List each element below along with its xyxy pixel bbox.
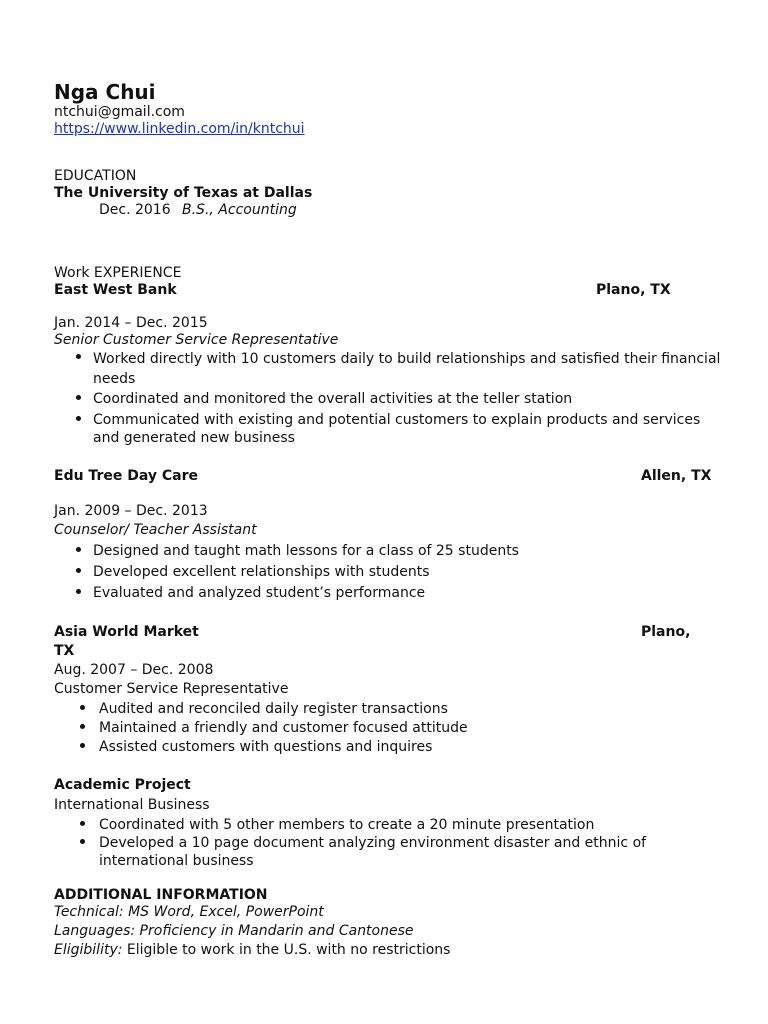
job-dates: Aug. 2007 – Dec. 2008 [54,662,214,678]
job-title: Customer Service Representative [54,681,289,697]
job-bullet: Developed excellent relationships with students [93,564,430,580]
work-heading: Work EXPERIENCE [54,265,182,281]
job-location-continued: TX [54,643,75,659]
job-bullet: Communicated with existing and potential customers to explain products and services and generated new business [93,412,701,446]
resume-name: Nga Chui [54,80,156,104]
bullet-dot [80,743,85,748]
job-bullet: Maintained a friendly and customer focused attitude [99,720,468,736]
job-company: Edu Tree Day Care [54,468,198,484]
bullet-dot [76,354,81,359]
job-location: Plano, [641,624,691,640]
project-bullet: Coordinated with 5 other members to create a 20 minute presentation [99,817,595,833]
bullet-dot [76,589,81,594]
education-date: Dec. 2016 [99,202,171,218]
job-bullet: Evaluated and analyzed student’s performance [93,585,426,601]
education-degree: B.S., Accounting [182,202,297,218]
linkedin-link[interactable]: https://www.linkedin.com/in/kntchui [54,121,305,137]
job-bullet: Worked directly with 10 customers daily to build relationships and satisfied their financial needs [93,351,721,387]
job-location: Plano, TX [596,282,671,298]
project-bullet: Developed a 10 page document analyzing environment disaster and ethnic of international business [99,835,647,869]
job-title: Counselor/ Teacher Assistant [54,522,257,538]
job-location: Allen, TX [641,468,712,484]
eligibility-value: Eligible to work in the U.S. with no restrictions [126,942,451,958]
job-dates: Jan. 2014 – Dec. 2015 [54,315,208,331]
bullet-dot [80,724,85,729]
job-bullet: Designed and taught math lessons for a class of 25 students [93,543,519,559]
job-dates: Jan. 2009 – Dec. 2013 [54,503,208,519]
job-bullet: Coordinated and monitored the overall activities at the teller station [93,391,573,407]
bullet-dot [76,416,81,421]
bullet-dot [76,568,81,573]
job-title: Senior Customer Service Representative [54,332,339,348]
bullet-dot [80,821,85,826]
job-bullet: Assisted customers with questions and inquires [99,739,433,755]
project-name: International Business [54,797,210,813]
additional-heading: ADDITIONAL INFORMATION [54,887,268,903]
education-school: The University of Texas at Dallas [54,185,313,201]
email-text: ntchui@gmail.com [54,104,185,120]
bullet-dot [80,705,85,710]
eligibility-label: Eligibility: [54,942,123,958]
bullet-dot [76,547,81,552]
technical-line: Technical: MS Word, Excel, PowerPoint [54,904,324,920]
job-company: East West Bank [54,282,177,298]
job-bullet: Audited and reconciled daily register transactions [99,701,448,717]
job-company: Asia World Market [54,624,199,640]
project-heading: Academic Project [54,777,191,793]
education-heading: EDUCATION [54,168,137,184]
languages-line: Languages: Proficiency in Mandarin and Cantonese [54,923,414,939]
bullet-dot [80,839,85,844]
eligibility-line [54,941,450,959]
bullet-dot [76,395,81,400]
